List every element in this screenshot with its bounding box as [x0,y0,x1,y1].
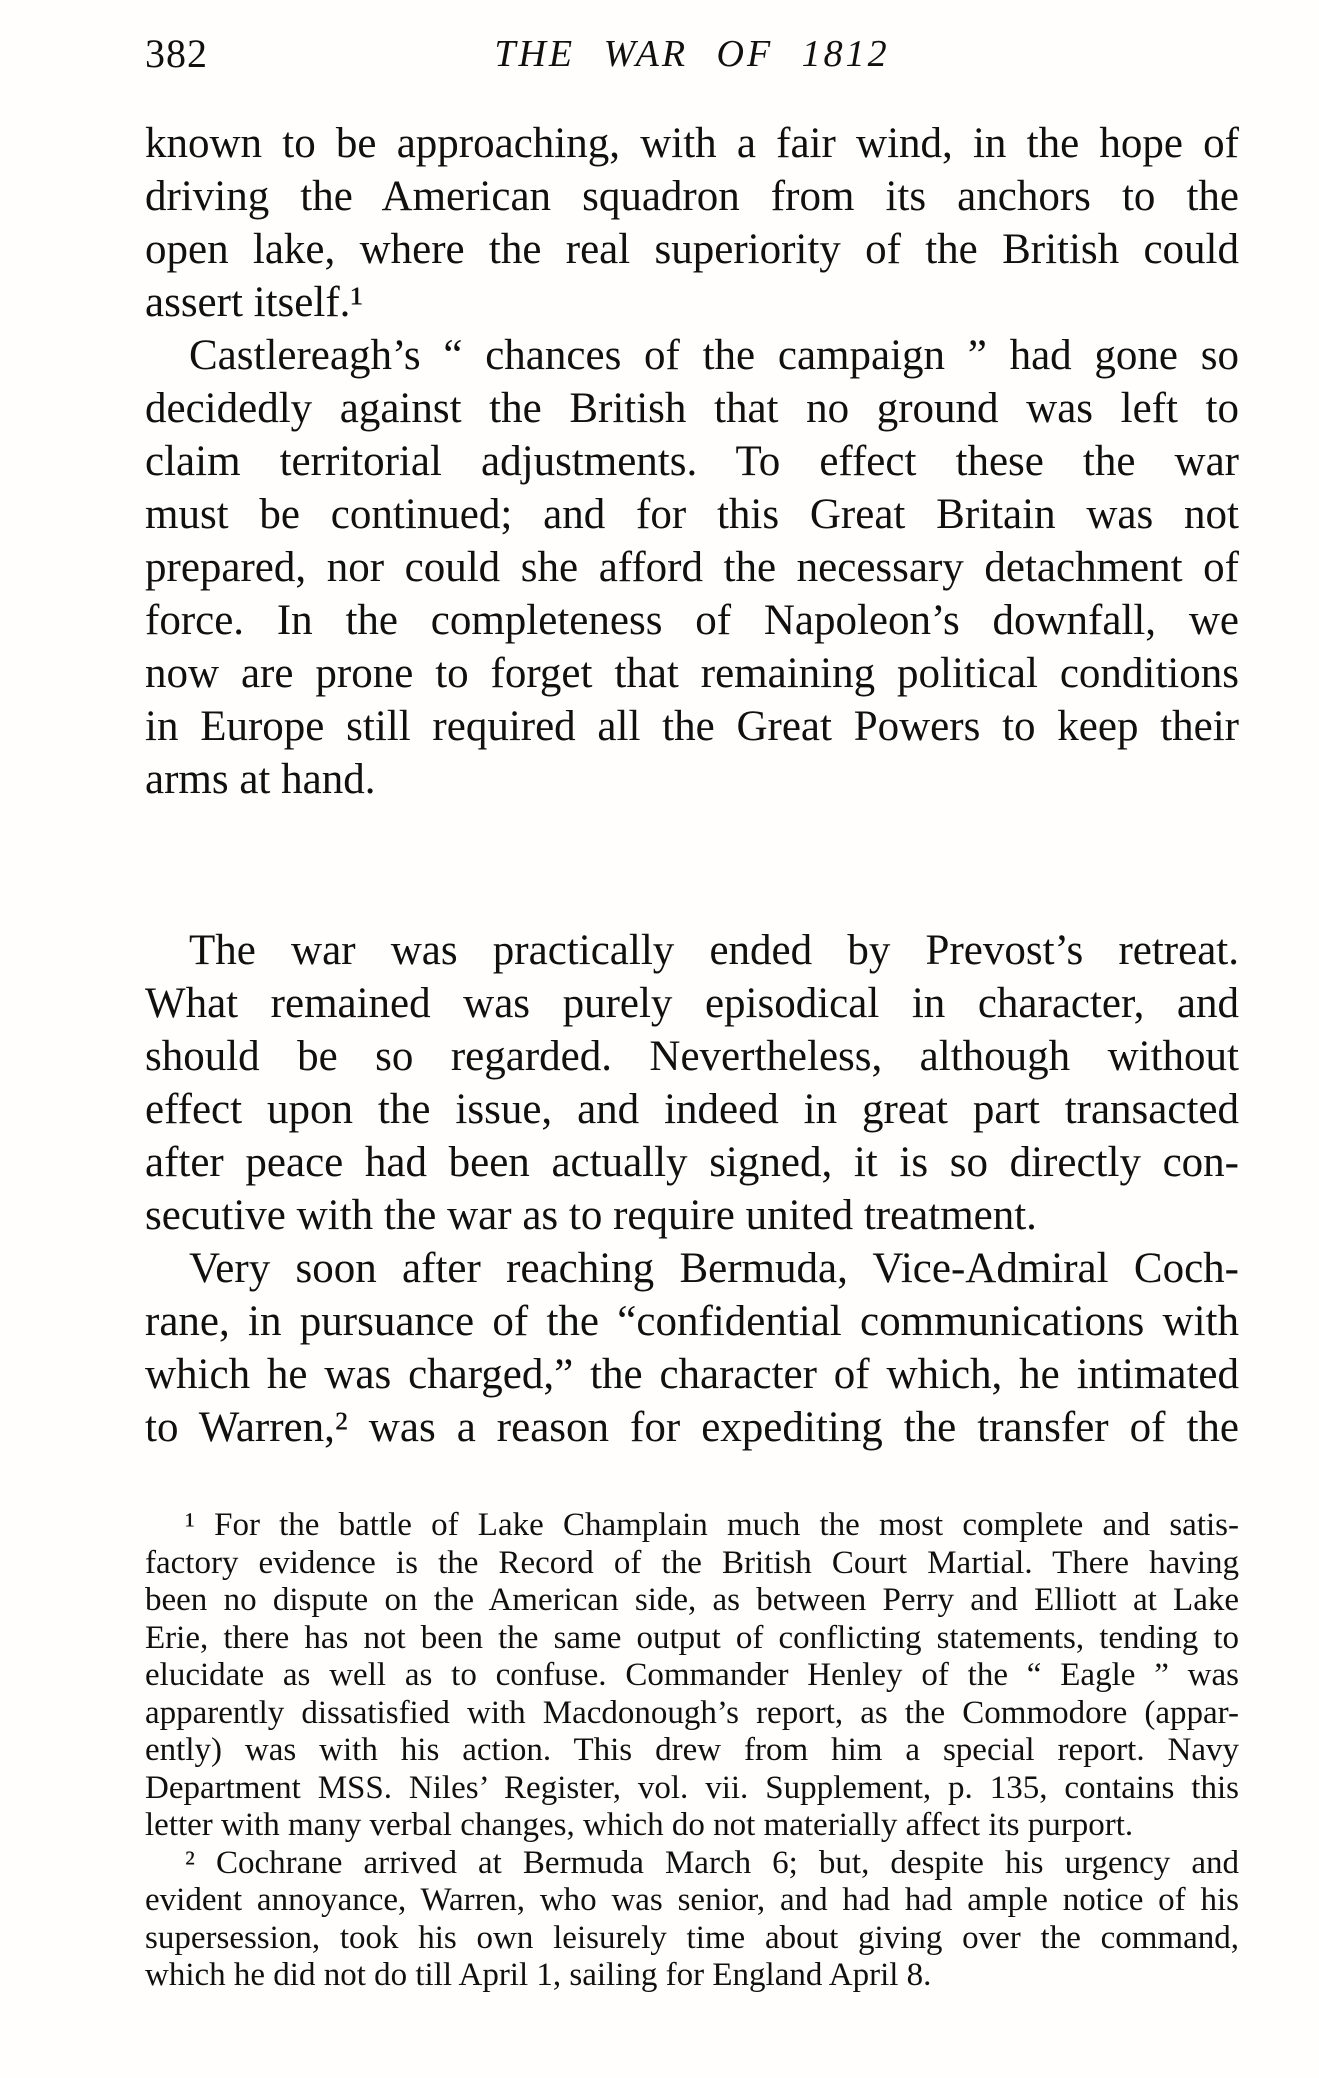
text-line: in Europe still required all the Great Powers to keep their [145,703,1239,750]
text-line: effect upon the issue, and indeed in great part transacted [145,1086,1239,1133]
paragraph [145,1242,1239,1454]
text-line: assert itself.¹ [145,279,364,326]
paragraph [145,117,1239,329]
text-line: arms at hand. [145,756,376,803]
footnote-line: Erie, there has not been the same output of conflicting statements, tending to [145,1619,1239,1656]
footnote-line: evident annoyance, Warren, who was senior, and had had ample notice of his [145,1882,1239,1918]
text-line: decidedly against the British that no ground was left to [145,385,1239,432]
text-line: What remained was purely episodical in character, and [145,980,1239,1027]
text-line: Very soon after reaching Bermuda, Vice-Admiral Coch- [189,1245,1239,1292]
footnote-line: which he did not do till April 1, sailing for England April 8. [145,1957,932,1993]
text-line: rane, in pursuance of the “confidential communications with [145,1298,1239,1345]
footnote-line: ² Cochrane arrived at Bermuda March 6; but, despite his urgency and [185,1844,1239,1881]
text-line: force. In the completeness of Napoleon’s downfall, we [145,597,1239,644]
text-line: known to be approaching, with a fair wind, in the hope of [145,120,1239,167]
text-line: now are prone to forget that remaining political conditions [145,650,1239,697]
text-block [145,30,1239,1995]
footnote-line: Department MSS. Niles’ Register, vol. vii. Supplement, p. 135, contains this [145,1769,1239,1806]
footnote-line: ently) was with his action. This drew from him a special report. Navy [145,1732,1239,1768]
footnote-line: factory evidence is the Record of the British Court Martial. There having [145,1544,1239,1581]
footnotes-section [145,1507,1239,1995]
footnote-line: apparently dissatisfied with Macdonough’s report, as the Commodore (appar- [145,1694,1239,1731]
text-line: must be continued; and for this Great Britain was not [145,491,1239,538]
footnote [145,1507,1239,1845]
running-title: THE WAR OF 1812 [494,33,890,75]
text-line: should be so regarded. Nevertheless, although without [145,1033,1239,1080]
text-line: which he was charged,” the character of which, he intimated [145,1351,1239,1398]
footnote [145,1845,1239,1995]
paragraph [145,924,1239,1242]
text-line: to Warren,² was a reason for expediting the transfer of the [145,1404,1239,1451]
body-text [145,117,1239,1454]
text-line: open lake, where the real superiority of the British could [145,226,1239,273]
footnote-line: ¹ For the battle of Lake Champlain much the most complete and satis- [185,1507,1239,1543]
text-line: claim territorial adjustments. To effect these the war [145,438,1239,485]
footnote-line: supersession, took his own leisurely time about giving over the command, [145,1919,1239,1956]
footnote-line: letter with many verbal changes, which do not materially affect its purport. [145,1807,1134,1843]
text-line: after peace had been actually signed, it is so directly con- [145,1139,1239,1186]
text-line: The war was practically ended by Prevost’s retreat. [189,927,1239,974]
page-number-label: 382 [145,31,208,76]
page-header [145,30,1239,78]
text-line: Castlereagh’s “ chances of the campaign ” had gone so [189,332,1239,379]
footnote-line: been no dispute on the American side, as between Perry and Elliott at Lake [145,1582,1239,1618]
text-line: prepared, nor could she afford the necessary detachment of [145,544,1239,591]
text-line: driving the American squadron from its anchors to the [145,173,1239,220]
text-line: secutive with the war as to require united treatment. [145,1192,1037,1239]
paragraph [145,329,1239,806]
footnote-line: elucidate as well as to confuse. Commander Henley of the “ Eagle ” was [145,1657,1239,1693]
